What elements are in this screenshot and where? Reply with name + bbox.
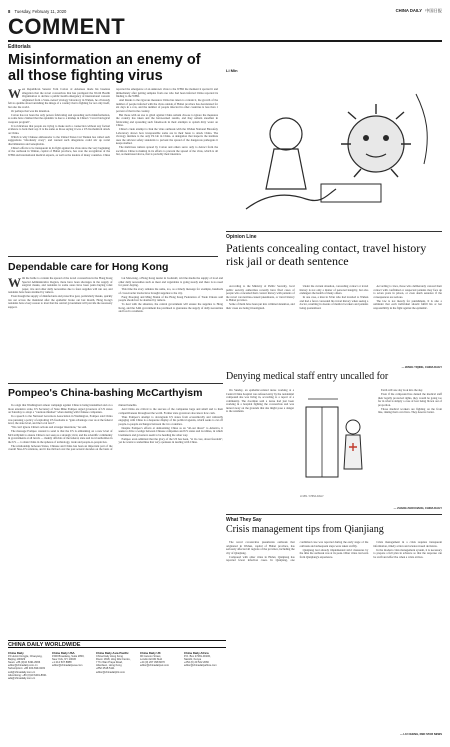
office-line: New York, NY 10036 <box>52 658 76 662</box>
footer-title: CHINA DAILY WORLDWIDE <box>8 640 226 648</box>
body-paragraph: According to the Ministry of Public Security, local public security authorities recently have filed cases of people who concealed their contact history with patients of the novel coronavirus-caused pneumonia, or travel history to Hubei province. <box>226 285 295 302</box>
opinion-body <box>226 285 442 363</box>
office-line: Advertising: +86 (0)10 6491-8631 <box>8 673 47 677</box>
office-line: editor@chinadailyhk.com <box>96 670 126 674</box>
editorials-label: Editorials <box>8 44 31 50</box>
office-name: China Daily Africa <box>184 651 209 655</box>
office-line: +852 2518 5111 <box>96 667 115 671</box>
body-paragraph: West Republican Senator Tom Cotton of Arkansas made his baseless allegation that the novel coronavirus that has prompted the World Health Organization to declare a public health emergency of international concern originated from a State-owned virology laboratory in Wuhan, he obviously felt no qualms about tarnishing the image of a country that is fighting for not only itself, but also the world. <box>8 88 110 109</box>
body-paragraph: China's crude attempt to link the virus outbreak with the Wuhan National Biosafety Laboratory shows how irresponsible some are in their haste to attack China. The virology institute is the only P4 lab in China. A delegation that inspects the institute uses the strictest safety standards to prevent the spread of the dangerous pathogens it keeps studied. <box>116 127 218 146</box>
office-name: China Daily USA <box>52 651 75 655</box>
office-line: editor@chinadaily.com.cn <box>8 664 38 668</box>
office-line: editor@chinadailyuk.com <box>140 664 170 668</box>
body-paragraph: Earth will one day look into the sky. <box>381 389 423 392</box>
body-paragraph: The law is not merely for punishment. It is also a reminder that each individual should fulfill his or her responsibility in the fight against the epidemic. <box>373 298 442 310</box>
body-paragraph: Crisis management in a crisis requires transparent information, timely action and science-based decisions. <box>373 541 442 548</box>
opinion-byline: — WANG YIQING, CHINA DAILY <box>401 366 442 369</box>
cartoon-credit: Li Min <box>226 68 238 73</box>
office-name: China Daily Asia Pacific <box>96 651 129 655</box>
second-body <box>8 277 223 380</box>
body-paragraph: "We can't ignore China's actions and stronger intentions," he said. <box>11 425 87 430</box>
body-paragraph: Compared with other cities in Hubei, Qianjiang has reported fewer infection cases. In Qianjiang, one confirmed case was reported during the early stage of the outbreak and subsequent steps were taken swiftly. <box>226 541 369 563</box>
body-paragraph: And thanks to the rigorous measures China has taken to contain it, the growth of the number of people infected with the virus outside of Hubei province has decelerated for six days in a row, and the number of people infected in other countries is less than 1 percent of that in the country. <box>116 98 218 113</box>
body-paragraph: Pompeo even admitted that the glory of the US has been, "at its core, about freedom", yet he wants to undermine that very openness in dealing with China. <box>118 436 223 445</box>
section-title: COMMENT <box>8 14 126 39</box>
footer-office <box>184 652 226 667</box>
office-line: sub@chinadaily.com.cn <box>8 670 36 674</box>
body-paragraph: The relationship between States, Chinese and China has been an important part of the overall Sino-US relations, and it has thrived over the past several decades on the basis of mutual benefits. <box>8 404 138 452</box>
body-paragraph: It is ridiculous that people are trying to make such a connection without any factual evidence to back their say. It is the same as those saying it was a US biochemical attack on China. <box>8 123 110 135</box>
body-paragraph: Even if the compound has denied the medical staff their legally protected rights, they would be going too far in what is simply a case of fear being blown out of proportion. <box>378 392 442 407</box>
body-paragraph: Even though the supply of disinfectants and protective gear, particularly masks, quickly ran out across the mainland after the epidemic broke out last month, Hong Kong's residents have every reason to trust that the central government will provide the necessary support. <box>8 294 113 309</box>
body-paragraph: Qianjiang had already implemented strict measures by the time the outbreak was at its peak. Other cities can learn from Qianjiang's experience. <box>299 547 369 559</box>
footer-office <box>52 652 94 667</box>
lead-body <box>8 88 218 254</box>
body-paragraph: The malicious rumors spread by Cotton and others serve only to detract from the sacrifices China is making in its efforts to prevent the spread of the virus, which is all but, as mentioned above, that is probably their intention. <box>116 145 218 157</box>
body-paragraph: In a speech to the National Governors Association in Washington, Pompeo said China was pursuing a policy of exploiting US freedoms to "gain advantage over us at the federal level, the state level, and the local level". <box>8 414 113 426</box>
office-line: London EC4N 6HA <box>140 658 163 662</box>
body-paragraph: The message Pompeo wanted to send is that the US is embarking on a new level of McCarthyism to ensure China is not seen as a strategic rival, and the scientific community in governments at all levels — mainly officials of the federal, state and local authorities in the US — to shun China in the spheres of technology, trade and people-to-people ties. <box>8 429 113 444</box>
body-paragraph: In a sign that Washington's smear campaign against China is being intensified and on a more extensive scale, US Secretary of State Mike Pompeo urged governors of US states on Saturday to adopt a "cautious mindset" when dealing with Chinese companies. <box>8 404 113 414</box>
body-paragraph: Or perhaps that was his intention. <box>11 108 50 113</box>
footer-office <box>140 652 182 667</box>
denying-headline: Denying medical staff entry uncalled for <box>226 371 389 382</box>
page-number: 8 <box>8 8 11 14</box>
body-paragraph: Lai Man-fung, a Hong Kong dealer in foodstuff, told the media the supply of food and other daily necessities such as meat and vegetables is going steady and there is no need for panic-buying. <box>118 277 223 287</box>
body-paragraph: Those medical workers are fighting on the front line, risking their own lives. They deserve better. <box>378 406 442 415</box>
denying-caption: LI MIN / CHINA DAILY <box>300 495 324 498</box>
opinion-line-label: Opinion Line <box>226 234 257 240</box>
body-paragraph: On Sunday, an epidemic-related nurse working at a Central China hospital was refused entry by the residential compound she was living in, according to a report of a community. The doorman said a nurse had just been working in a hospital fighting the coronavirus and was turned away on the grounds that she might pose a danger to the residents. <box>226 389 294 413</box>
office-line: Room 1818, Hing Wai Centre, <box>96 658 131 662</box>
office-line: ads@chinadaily.com.cn <box>8 676 36 680</box>
body-paragraph: Which is why Chinese ambassador to the United States Cui Tiankai has called such suggestions "absolutely crazy", and warned such allegations could stir up racial discrimination and xenophobia. <box>8 134 110 146</box>
body-paragraph: The novel coronavirus pneumonia outbreak that originated in Wuhan, capital of Hubei province, has seriously affected all regions of the province, including the city of Qianjiang. <box>226 541 295 555</box>
office-line: +254 (0) 20 522 2066 <box>184 661 209 665</box>
denying-byline: — ZHANG ZHOUXIANG, CHINA DAILY <box>393 507 442 510</box>
footer-office <box>8 652 50 680</box>
divider-1 <box>8 256 218 257</box>
pompeo-headline: Pompeo's China-bashing McCarthyism <box>8 387 203 399</box>
denying-cartoon <box>298 389 374 493</box>
office-line: China Daily Hong Kong <box>96 655 123 659</box>
denying-body-right <box>378 389 442 504</box>
body-paragraph: Under the current situation, concealing contact or travel history is not only a matter of personal integrity, but also endangers the health of many others. <box>299 285 369 295</box>
they-say-headline: Crisis management tips from Qianjiang <box>226 524 384 535</box>
body-paragraph: This time the story remains the same, too, as a timely message for example, hundreds of cross-border trucks have brought supplies to the city. <box>118 287 223 295</box>
body-paragraph: Some of them have been put into criminal detention, and their cases are being investigated. <box>226 302 295 310</box>
office-line: Aberdeen, Hong Kong <box>96 664 122 668</box>
office-line: News: +86 (0)10 6491-8366 <box>8 661 41 665</box>
opinion-headline: Patients concealing contact, travel history risk jail or death sentence <box>226 241 427 268</box>
issue-date: Tuesday, February 11, 2020 <box>14 8 67 14</box>
office-line: editor@chinadailyafrica.com <box>184 664 217 668</box>
divider-4 <box>226 514 442 515</box>
office-line: Subscription: +86 400-699-0203 <box>8 667 45 671</box>
body-paragraph: But those with an axe to grind against China remain choose to ignore the measures the country has taken and the hard-earned results, and they remain steadfast in fabricating and spreading such falsehoods in their attempts to splash dirty water on China. <box>116 112 218 128</box>
body-paragraph: Despite Pompeo's efforts at demonizing China as an "all-out threat" to America, it seeks to drive a wedge between Chinese companies and US states and localities, in which lawmakers and governors seem to be heading the other way. <box>118 425 223 437</box>
footer-office <box>96 652 138 674</box>
office-name: China Daily UK <box>140 651 161 655</box>
body-paragraph: In the modern crisis management system, it is necessary to prepare a full plan in advance so that the response can be swift and effective when a crisis arrives. <box>373 547 442 559</box>
body-paragraph: To deal with the situation, the central government will ensure the supplies to Hong Kong, and the SAR government has promised to guarantee the supply of daily necessities and food to residents. <box>118 302 223 314</box>
body-paragraph: According to laws, those who deliberately conceal their contact with confirmed or suspected patients may face up to seven years in prison, or even death sentence if the consequences are serious. <box>373 285 442 299</box>
office-line: 90 Cannon Street, <box>140 655 162 659</box>
body-paragraph: Fang Xiaoping and Ming Shuiai of the Hong Kong Federation of Trade Unions said people should not be alarmed by rumors. <box>118 294 223 303</box>
body-paragraph: And China are critical to the success of the companies large and small and to their competitiveness throughout the world. Former state governors also know how cash. <box>118 407 223 415</box>
office-line: 7 Tin Wan Praya Road, <box>96 661 123 665</box>
office-line: editor@chinadailyusa.com <box>52 664 83 668</box>
body-paragraph: Cotton has not been the only person fabricating and spreading such misinformation, as some have claimed that the epidemic is due to a mishap in China's "covert biological weapons program". <box>8 112 110 124</box>
body-paragraph: China's efforts to be transparent in its fight against the virus since the very beginning of the outbreak in Wuhan, capital of Hubei province, has won the recognition of the WHO and international medical experts, as well as the leaders of many countries. China reported the emergence of an unknown virus to the WHO the moment it spotted it and immediately after getting samples from one who had been infected China reported its finding to the WHO. <box>8 88 218 157</box>
office-line: P.O. Box 27281-00100, <box>184 655 211 659</box>
office-name: China Daily <box>8 651 24 655</box>
what-they-say-label: What They Say <box>226 517 262 523</box>
pompeo-body <box>8 404 223 636</box>
second-headline: Dependable care for Hong Kong <box>8 261 169 273</box>
lead-headline: Misinformation an enemy of all those fighting virus <box>8 52 201 84</box>
office-line: +1 212 537 8888 <box>52 661 72 665</box>
office-line: +44 (0) 207 398 8270 <box>140 661 165 665</box>
office-line: 15 Huixin Dongjie, Chaoyang, <box>8 655 43 659</box>
body-paragraph: With the battle to contain the spread of the novel coronavirus in the Hong Kong Special Administrative Region, there have been shortages in the supply of surgical masks, and residents in some areas have been panic-buying toilet paper, rice and other daily necessities due to fears supplies will run out, and residents have been alarmed by rumors. <box>8 277 113 294</box>
office-line: Nairobi, Kenya <box>184 658 202 662</box>
divider-3 <box>226 231 442 232</box>
they-say-byline: — LIU CHENG, RED STAR NEWS <box>399 733 442 736</box>
denying-body-left <box>226 389 294 504</box>
office-line: 1500 Broadway, Suite 2800, <box>52 655 85 659</box>
body-paragraph: Thus Pompeo's attempt to downgrade US states from economically and culturally engaging with China is a desperate display of his political agenda, which seeks to cut off people-to-people exchanges between the two countries. <box>118 414 223 426</box>
they-say-body <box>226 541 442 729</box>
office-line: Beijing 100029 <box>8 658 26 662</box>
masthead: CHINA DAILY <box>395 8 423 13</box>
masthead-cn: 中国日报 <box>425 8 442 13</box>
body-paragraph: In one case, a man in Xi'an who had traveled to Wuhan and had a fever concealed his travel history when seeing a doctor, resulting in dozens of medical workers and patients being quarantined. <box>299 295 369 310</box>
editorial-cartoon <box>226 74 442 224</box>
divider-2 <box>8 383 223 384</box>
header-rule <box>8 40 442 42</box>
